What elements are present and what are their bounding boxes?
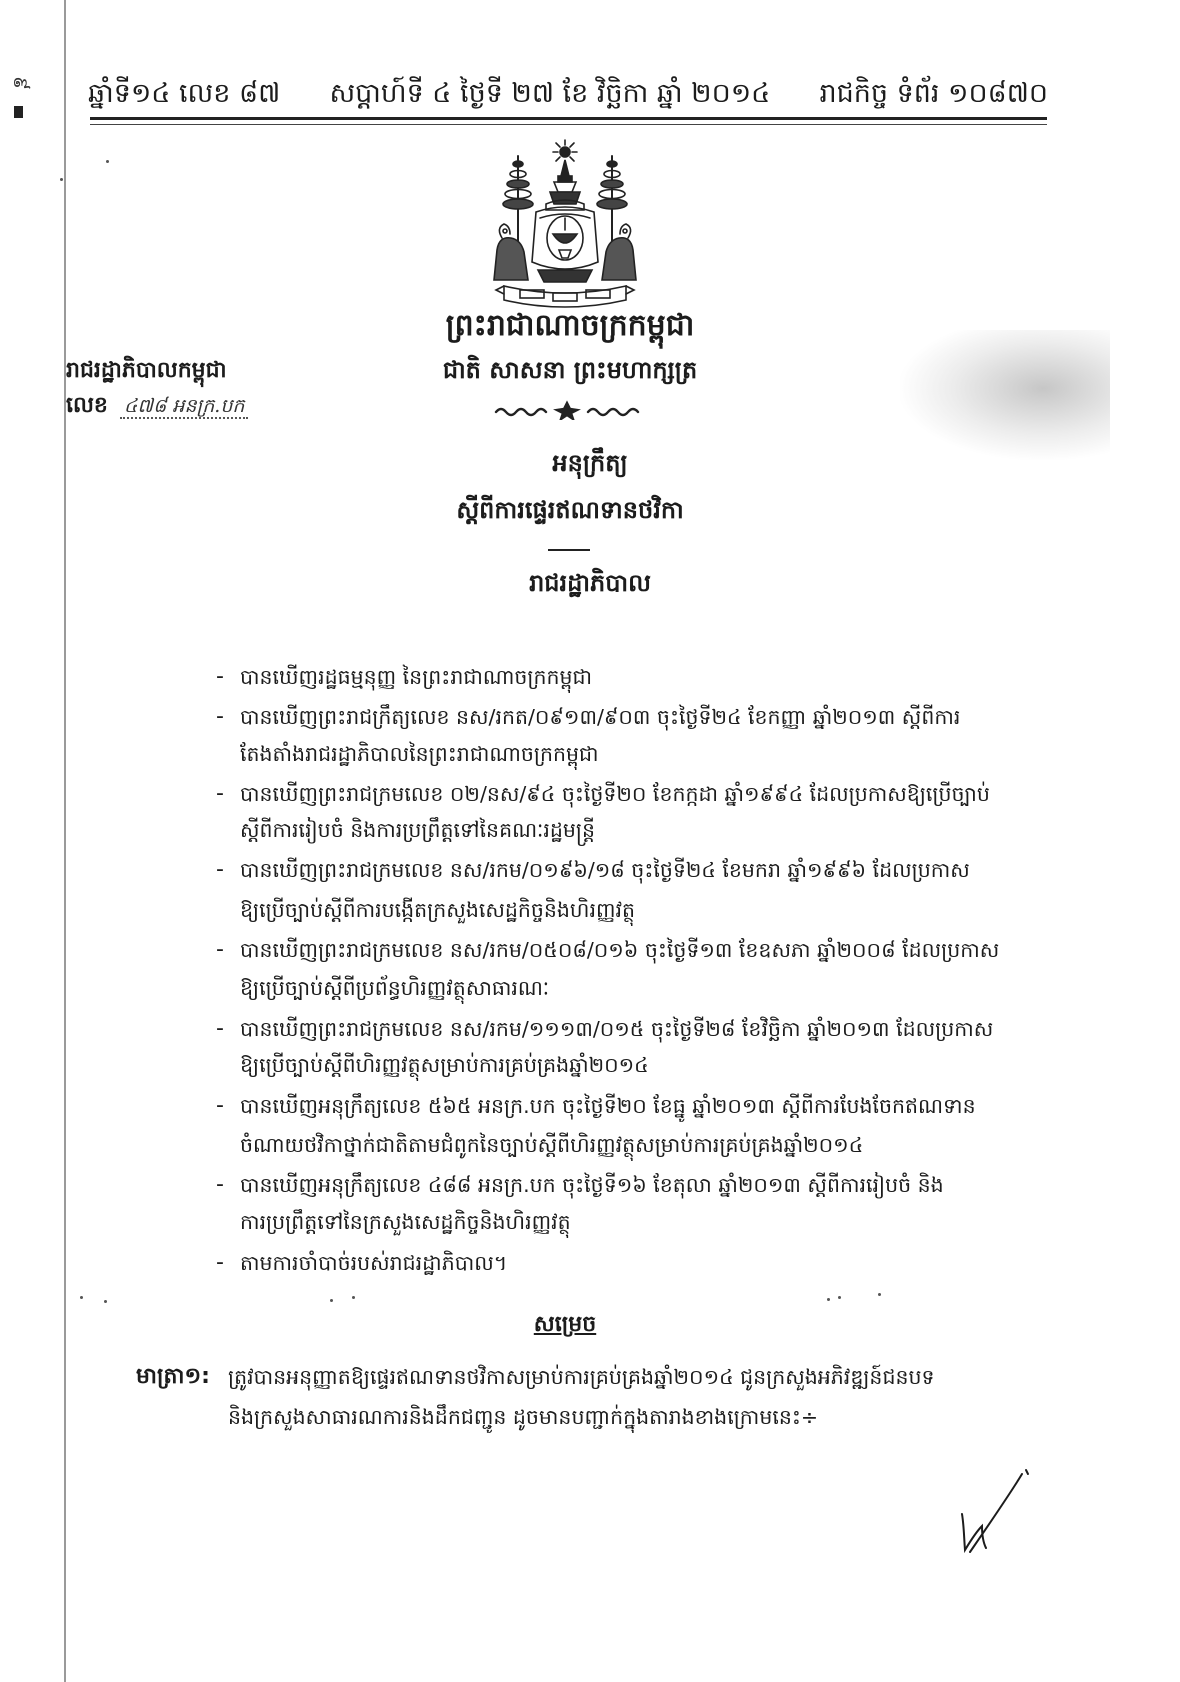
document-authority: រាជរដ្ឋាភិបាល <box>529 569 651 597</box>
preamble-line: បានឃើញព្រះរាជក្រមលេខ នស/រកម/១១១៣/០១៥ ចុះថ្ងៃទី២៨ ខែវិច្ឆិកា ឆ្នាំ២០១៣ ដែលប្រកាស <box>240 1017 994 1041</box>
preamble-line: បានឃើញព្រះរាជក្រមលេខ នស/រកម/០៥០៨/០១៦ ចុះថ្ងៃទី១៣ ខែឧសភា ឆ្នាំ២០០៨ ដែលប្រកាស <box>240 938 1000 962</box>
decision-heading: សម្រេច <box>533 1312 597 1337</box>
margin-mark: ៩ <box>9 75 33 91</box>
preamble-line: បានឃើញអនុក្រឹត្យលេខ ៤៨៨ អនក្រ.បក ចុះថ្ងៃទី១៦ ខែតុលា ឆ្នាំ២០១៣ ស្តីពីការរៀបចំ និង <box>240 1173 944 1197</box>
list-bullet: - <box>216 857 224 882</box>
header-rule <box>90 117 1047 125</box>
national-motto: ជាតិ សាសនា ព្រះមហាក្សត្រ <box>442 356 698 384</box>
handwritten-initial-icon <box>946 1468 1032 1556</box>
header-week-date: សប្តាហ៍ទី ៤ ថ្ងៃទី ២៧ ខែ វិច្ឆិកា ឆ្នាំ ២០១៤ <box>329 78 771 109</box>
scan-shadow <box>900 330 1110 460</box>
preamble-line: ស្តីពីការរៀបចំ និងការប្រព្រឹត្តទៅនៃគណៈរដ្ឋមន្ត្រី <box>240 818 596 842</box>
list-bullet: - <box>216 704 224 729</box>
kingdom-name: ព្រះរាជាណាចក្រកម្ពុជា <box>445 308 695 343</box>
preamble-line: បានឃើញអនុក្រឹត្យលេខ ៥៦៥ អនក្រ.បក ចុះថ្ងៃទី២០ ខែធ្នូ ឆ្នាំ២០១៣ ស្តីពីការបែងចែកឥណទាន <box>240 1094 976 1118</box>
list-bullet: - <box>216 1250 224 1275</box>
preamble-item <box>216 851 1016 931</box>
list-bullet: - <box>216 937 224 962</box>
scan-speck <box>104 1300 107 1303</box>
gazette-header <box>88 72 1048 116</box>
article-line: និងក្រសួងសាធារណការនិងដឹកជញ្ជូន ដូចមានបញ្ជាក់ក្នុងតារាងខាងក្រោមនេះ÷ <box>228 1405 819 1429</box>
preamble-item <box>216 1166 1016 1246</box>
preamble-line: បានឃើញព្រះរាជក្រមលេខ នស/រកម/០១៩៦/១៨ ចុះថ្ងៃទី២៤ ខែមករា ឆ្នាំ១៩៩៦ ដែលប្រកាស <box>240 858 970 882</box>
list-bullet: - <box>216 1172 224 1197</box>
list-bullet: - <box>216 664 224 689</box>
list-bullet: - <box>216 781 224 806</box>
decree-number-label: លេខ <box>66 393 108 418</box>
scan-speck <box>60 178 63 181</box>
preamble-item <box>216 775 1016 855</box>
article-line: ត្រូវបានអនុញ្ញាតឱ្យផ្ទេរឥណទានថវិកាសម្រាប់ការគ្រប់គ្រងឆ្នាំ២០១៤ ជូនក្រសួងអភិវឌ្ឍន៍ជនបទ <box>228 1365 935 1389</box>
preamble-item <box>216 698 1016 778</box>
decree-number-handwritten: ៤៧៨ អនក្រ.បក <box>120 395 249 419</box>
preamble-line: ចំណាយថវិកាថ្នាក់ជាតិតាមជំពូកនៃច្បាប់ស្តីពីហិរញ្ញវត្ថុសម្រាប់ការគ្រប់គ្រងឆ្នាំ២០១៤ <box>240 1133 864 1157</box>
list-bullet: - <box>216 1093 224 1118</box>
header-gazette-page: រាជកិច្ច ទំព័រ ១០៨៧០ <box>819 78 1048 109</box>
preamble-line: បានឃើញព្រះរាជក្រមលេខ ០២/នស/៩៤ ចុះថ្ងៃទី២០ ខែកក្កដា ឆ្នាំ១៩៩៤ ដែលប្រកាសឱ្យប្រើច្បាប់ <box>240 782 990 806</box>
preamble-line: ការប្រព្រឹត្តទៅនៃក្រសួងសេដ្ឋកិច្ចនិងហិរញ្ញវត្ថុ <box>240 1210 571 1234</box>
document-type: អនុក្រឹត្យ <box>552 449 628 477</box>
preamble-line: ឱ្យប្រើច្បាប់ស្តីពីការបង្កើតក្រសួងសេដ្ឋកិច្ចនិងហិរញ្ញវត្ថុ <box>240 898 635 922</box>
royal-coat-of-arms-icon <box>480 138 650 312</box>
ornament-divider-icon <box>492 400 642 420</box>
preamble-item <box>216 1010 1016 1090</box>
preamble-line: តែងតាំងរាជរដ្ឋាភិបាលនៃព្រះរាជាណាចក្រកម្ពុជា <box>240 742 599 766</box>
preamble-line: ឱ្យប្រើច្បាប់ស្តីពីប្រព័ន្ធហិរញ្ញវត្ថុសាធារណៈ <box>240 976 550 1000</box>
issuer-name: រាជរដ្ឋាភិបាលកម្ពុជា <box>66 358 227 383</box>
decree-number <box>66 387 366 425</box>
title-separator <box>548 549 590 551</box>
list-bullet: - <box>216 1016 224 1041</box>
preamble-item <box>216 1087 1016 1167</box>
preamble-line: បានឃើញព្រះរាជក្រឹត្យលេខ នស/រកត/០៩១៣/៩០៣ ចុះថ្ងៃទី២៤ ខែកញ្ញា ឆ្នាំ២០១៣ ស្តីពីការ <box>240 705 961 729</box>
scan-speck <box>106 160 109 163</box>
preamble-line: តាមការចាំបាច់របស់រាជរដ្ឋាភិបាល។ <box>240 1251 508 1275</box>
document-subject: ស្តីពីការផ្ទេរឥណទានថវិកា <box>456 496 684 524</box>
preamble-line: បានឃើញរដ្ឋធម្មនុញ្ញ នៃព្រះរាជាណាចក្រកម្ពុជា <box>240 665 593 689</box>
preamble-line: ឱ្យប្រើច្បាប់ស្តីពីហិរញ្ញវត្ថុសម្រាប់ការគ្រប់គ្រងឆ្នាំ២០១៤ <box>240 1053 649 1077</box>
preamble-item <box>216 931 1016 1011</box>
margin-block-mark <box>14 106 23 118</box>
article-label: មាត្រា១: <box>136 1364 210 1389</box>
scan-speck <box>80 1296 83 1299</box>
binding-margin-line <box>64 0 66 1682</box>
header-volume-issue: ឆ្នាំទី១៤ លេខ ៨៧ <box>88 78 281 109</box>
